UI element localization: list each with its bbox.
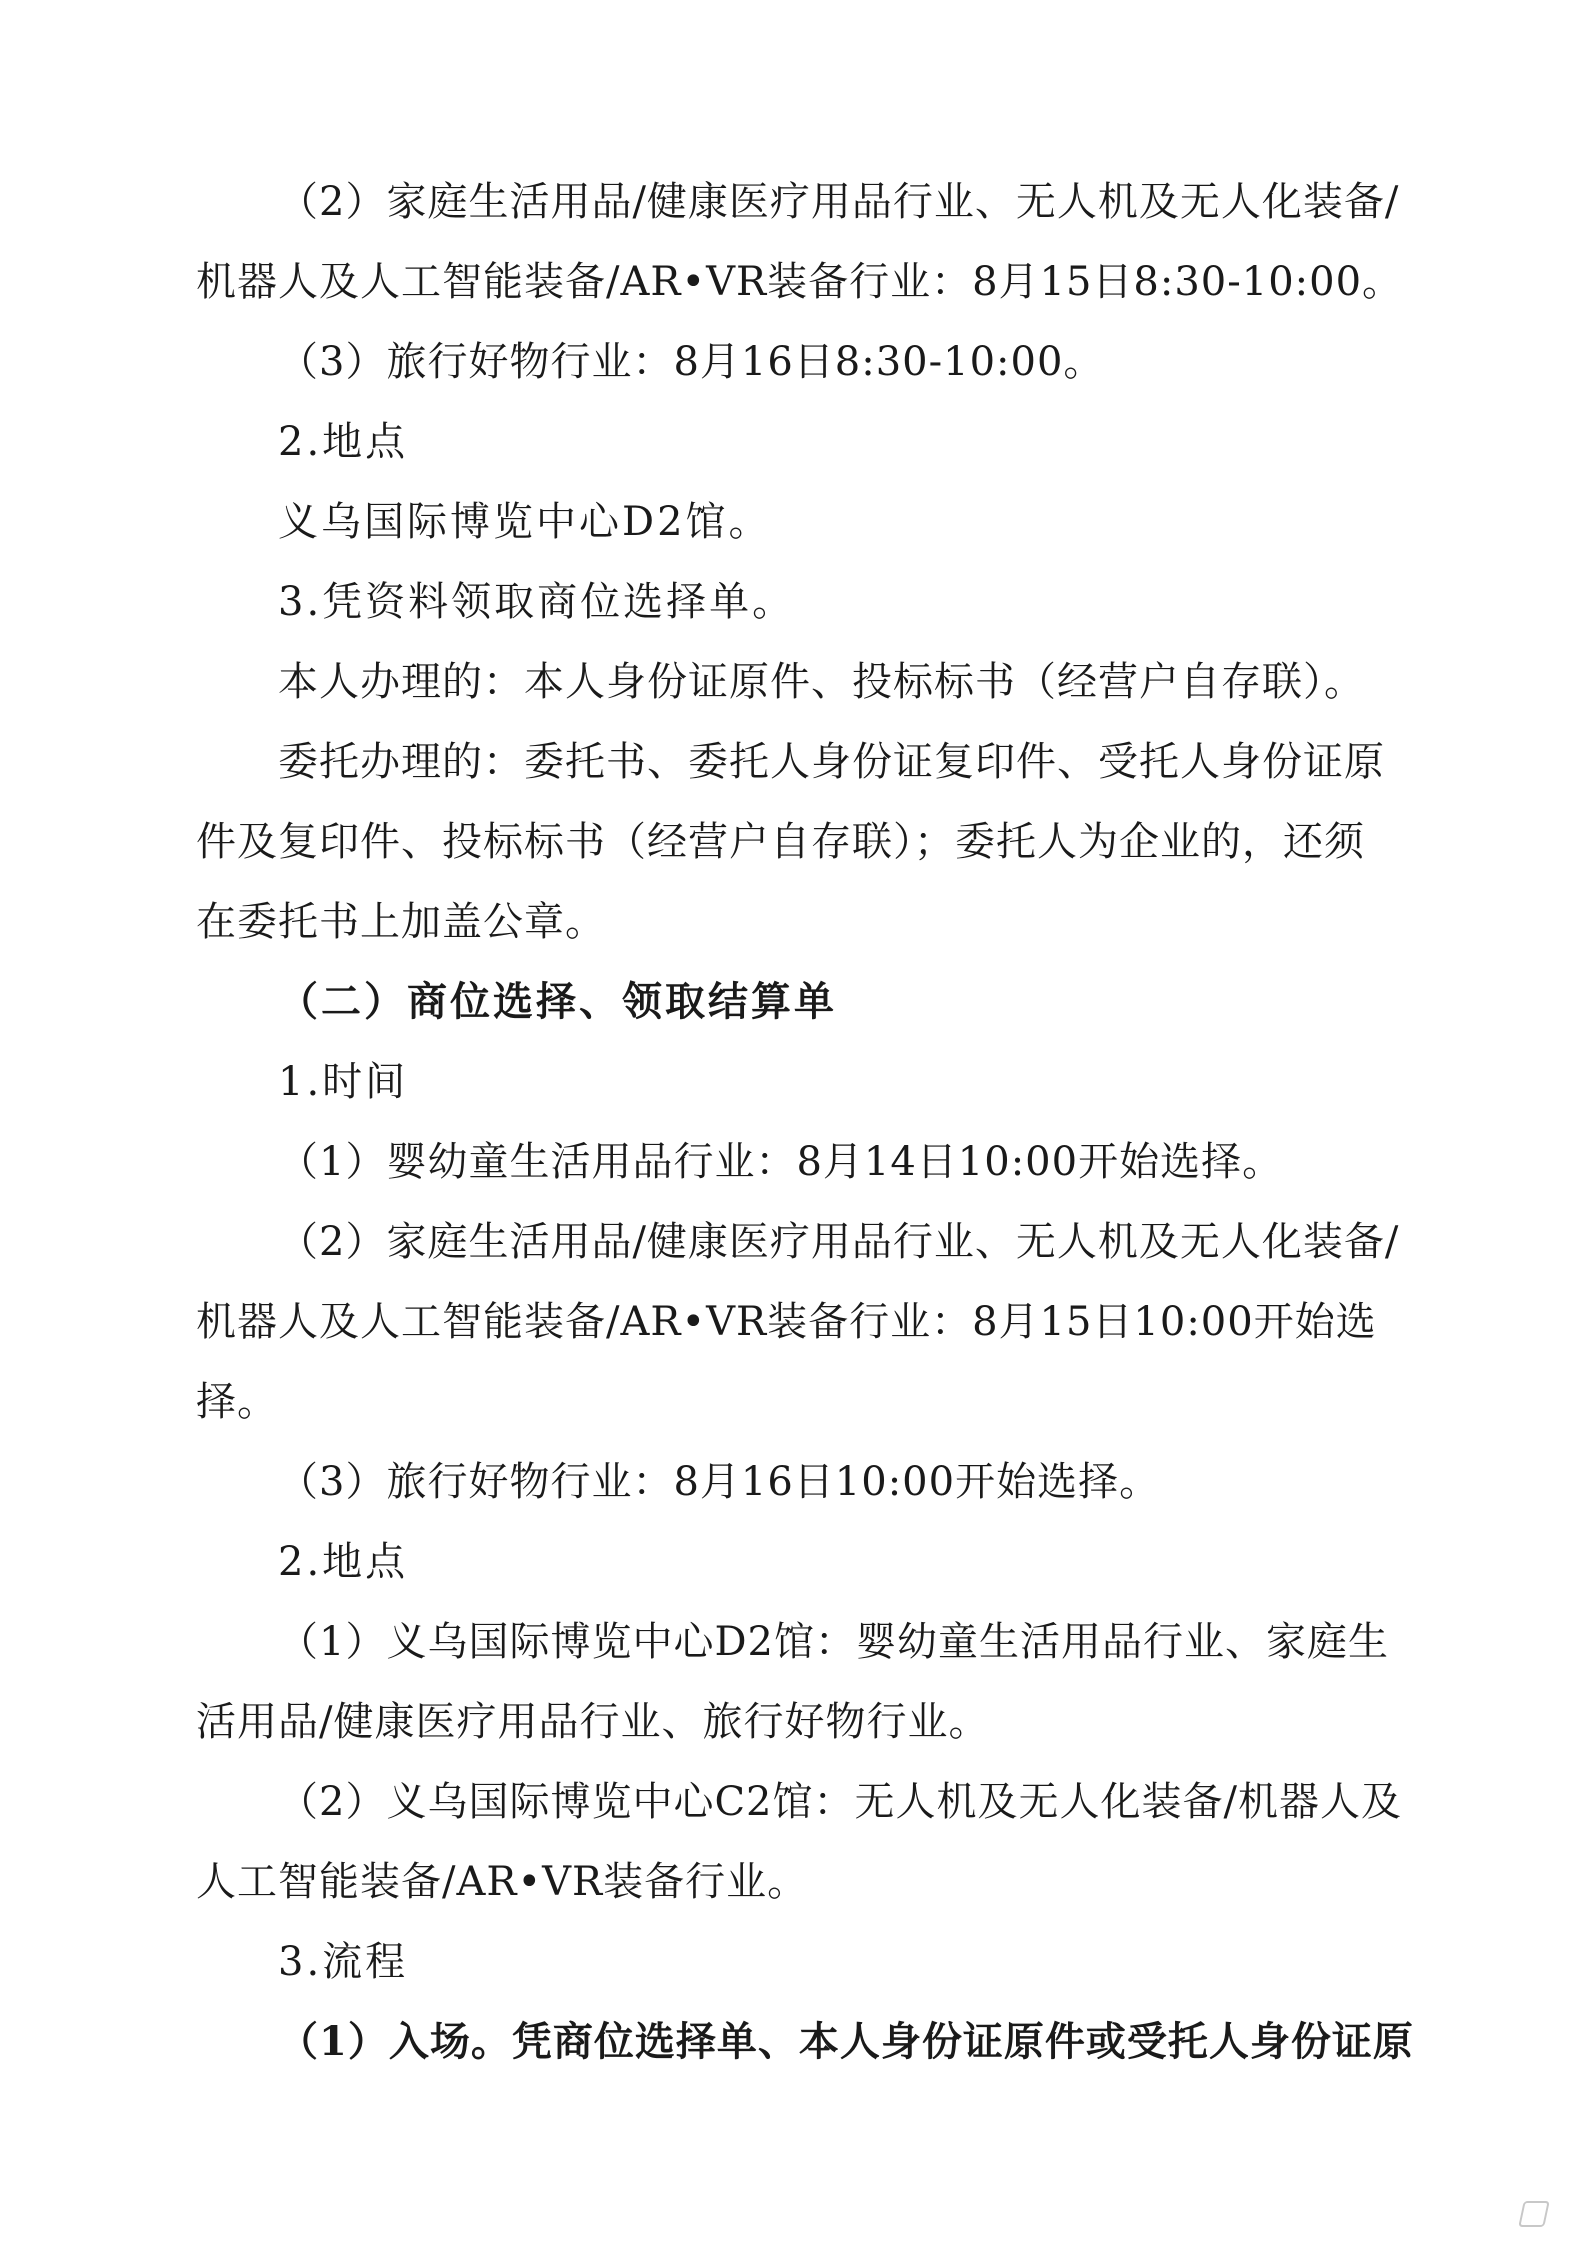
section-heading: 3.凭资料领取商位选择单。 [278,579,796,625]
paragraph-line: （2）义乌国际博览中心C2馆：无人机及无人化装备/机器人及 [278,1779,1402,1825]
paragraph-line: 机器人及人工智能装备/AR•VR装备行业：8月15日10:00开始选 [196,1299,1377,1345]
section-heading: 3.流程 [278,1939,409,1985]
paragraph-line: 择。 [196,1379,278,1425]
paragraph-line: 件及复印件、投标标书（经营户自存联）；委托人为企业的，还须 [196,819,1365,865]
subsection-heading: （二）商位选择、领取结算单 [278,978,837,1025]
paragraph-line: 人工智能装备/AR•VR装备行业。 [196,1859,809,1905]
paragraph-line: 活用品/健康医疗用品行业、旅行好物行业。 [196,1699,990,1745]
paragraph-line: （2）家庭生活用品/健康医疗用品行业、无人机及无人化装备/ [278,1219,1400,1265]
paragraph-line: 本人办理的：本人身份证原件、投标标书（经营户自存联）。 [278,659,1365,705]
paragraph-line: 在委托书上加盖公章。 [196,899,606,945]
paragraph-line: 机器人及人工智能装备/AR•VR装备行业：8月15日8:30-10:00。 [196,259,1404,305]
section-heading: 2.地点 [278,419,409,465]
watermark [1521,2201,1547,2227]
paragraph-line: （3）旅行好物行业：8月16日10:00开始选择。 [278,1459,1161,1505]
paragraph-line: （1）入场。凭商位选择单、本人身份证原件或受托人身份证原 [278,2018,1414,2065]
paragraph-line: （1）婴幼童生活用品行业：8月14日10:00开始选择。 [278,1139,1284,1185]
section-heading: 1.时间 [278,1059,409,1105]
section-heading: 2.地点 [278,1539,409,1585]
paragraph-line: （2）家庭生活用品/健康医疗用品行业、无人机及无人化装备/ [278,179,1400,225]
paragraph-line: （3）旅行好物行业：8月16日8:30-10:00。 [278,339,1105,385]
paragraph-line: 委托办理的：委托书、委托人身份证复印件、受托人身份证原 [278,739,1385,785]
paragraph-line: （1）义乌国际博览中心D2馆：婴幼童生活用品行业、家庭生 [278,1619,1389,1665]
logo-mark-icon [1518,2201,1550,2227]
paragraph-line: 义乌国际博览中心D2馆。 [278,499,772,545]
